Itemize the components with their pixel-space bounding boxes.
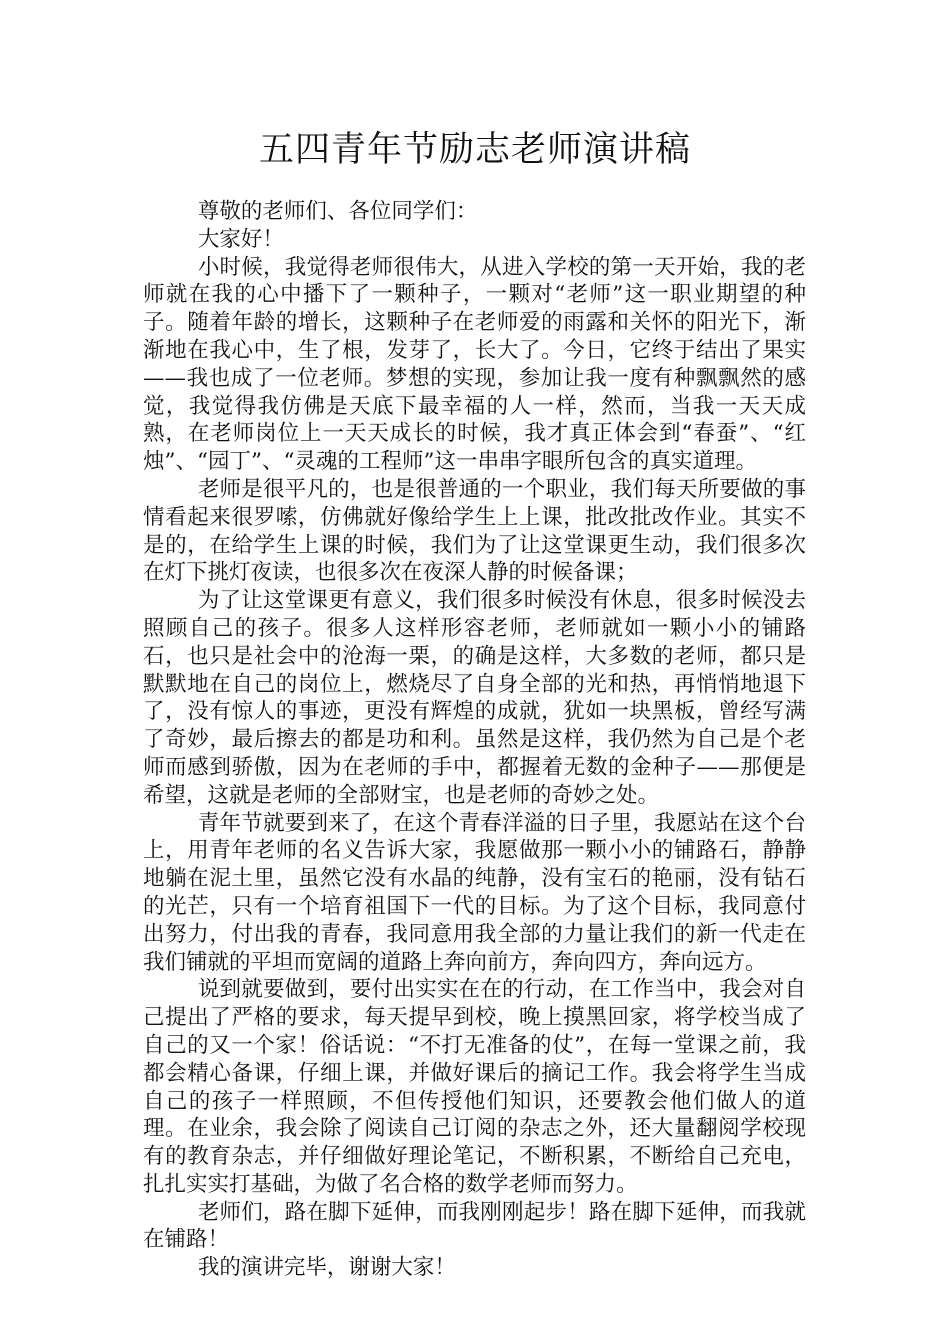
greeting: 大家好！ — [197, 226, 284, 252]
body-paragraph-childhood: 小时候，我觉得老师很伟大，从进入学校的第一天开始，我的老师就在我的心中播下了一颗种子，一颗对“老师”这一职业期望的种子。随着年龄的增长，这颗种子在老师爱的雨露和关怀的阳光下，渐渐地在我心中，生了根，发芽了，长大了。今日，它终于结出了果实——我也成了一位老师。梦想的实现，参加让我一度有种飘飘然的感觉，我觉得我仿佛是天底下最幸福的人一样，然而，当我一天天成熟，在老师岗位上一天天成长的时候，我才真正体会到“春蚕”、“红烛”、“园丁”、“灵魂的工程师”这一串串字眼所包含的真实道理。 — [143, 254, 806, 475]
body-paragraph-youth-day: 青年节就要到来了，在这个青春洋溢的日子里，我愿站在这个台上，用青年老师的名义告诉大家，我愿做那一颗小小的铺路石，静静地躺在泥土里，虽然它没有水晶的纯静，没有宝石的艳丽，没有钻石的光芒，只有一个培育祖国下一代的目标。为了这个目标，我同意付出努力，付出我的青春，我同意用我全部的力量让我们的新一代走在我们铺就的平坦而宽阔的道路上奔向前方，奔向四方，奔向远方。 — [143, 810, 806, 975]
salutation: 尊敬的老师们、各位同学们： — [197, 199, 478, 224]
closing-line: 我的演讲完毕，谢谢大家！ — [197, 1255, 456, 1281]
body-paragraph-paving-stone: 为了让这堂课更有意义，我们很多时候没有休息，很多时候没去照顾自己的孩子。很多人这样形容老师，老师就如一颗小小的铺路石，也只是社会中的沧海一栗，的确是这样，大多数的老师，都只是默默地在自己的岗位上，燃烧尽了自身全部的光和热，再悄悄地退下了，没有惊人的事迹，更没有辉煌的成就，犹如一块黑板，曾经写满了奇妙，最后擦去的都是功和利。虽然是这样，我仍然为自己是个老师而感到骄傲，因为在老师的手中，都握着无数的金种子——那便是希望，这就是老师的全部财宝，也是老师的奇妙之处。 — [143, 588, 806, 808]
document-title: 五四青年节励志老师演讲稿 — [258, 130, 691, 170]
body-paragraph-actions: 说到就要做到，要付出实实在在的行动，在工作当中，我会对自己提出了严格的要求，每天提早到校，晚上摸黑回家，将学校当成了自己的又一个家！俗话说：“不打无准备的仗”，在每一堂课之前，我都会精心备课，仔细上课，并做好课后的摘记工作。我会将学生当成自己的孩子一样照顾，不但传授他们知识，还要教会他们做人的道理。在业余，我会除了阅读自己订阅的杂志之外，还大量翻阅学校现有的教育杂志，并仔细做好理论笔记，不断积累，不断给自己充电，扎扎实实打基础，为做了名合格的数学老师而努力。 — [143, 977, 806, 1197]
body-paragraph-road: 老师们，路在脚下延伸，而我刚刚起步！路在脚下延伸，而我就在铺路！ — [143, 1199, 806, 1253]
body-paragraph-ordinary-job: 老师是很平凡的，也是很普通的一个职业，我们每天所要做的事情看起来很罗嗦，仿佛就好像给学生上上课，批改批改作业。其实不是的，在给学生上课的时候，我们为了让这堂课更生动，我们很多次在灯下挑灯夜读，也很多次在夜深人静的时候备课； — [143, 476, 806, 586]
document-body — [143, 198, 806, 1282]
